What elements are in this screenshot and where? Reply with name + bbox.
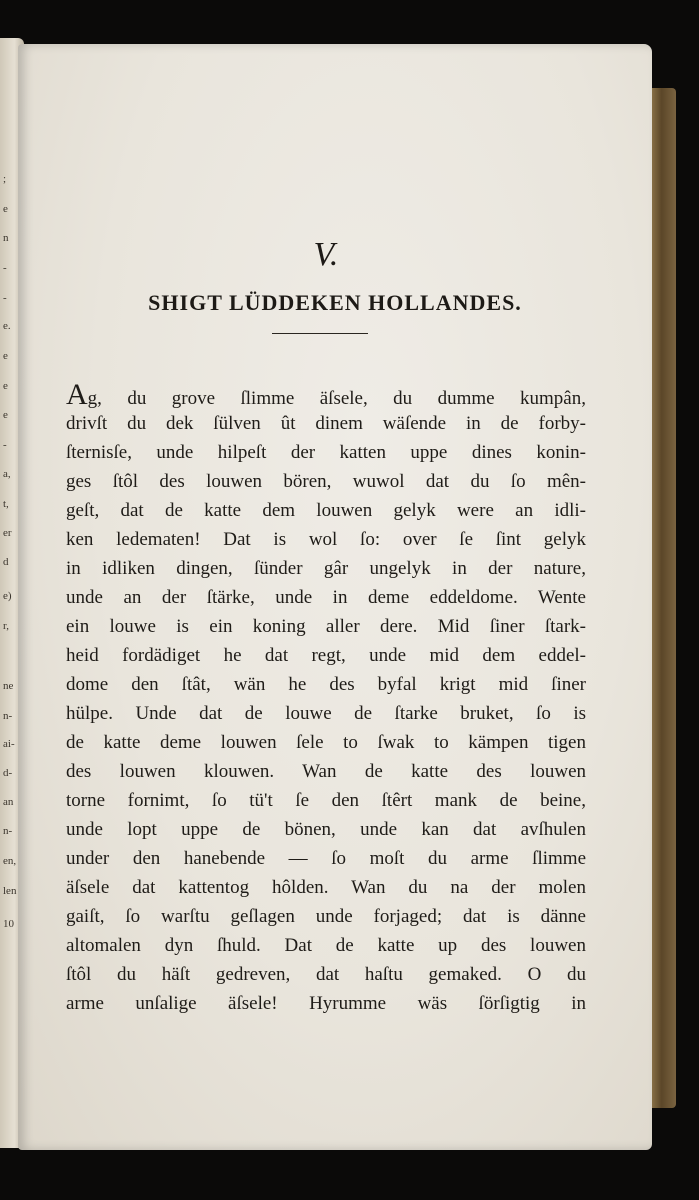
margin-fragment: - [3,439,7,451]
text-line-11: dome den ſtât, wän he des byfal krigt mid ſiner [66,674,586,695]
text-line-22: arme unſalige äſsele! Hyrumme wäs ſörſigtig in [66,993,586,1014]
margin-fragment: d [3,556,9,568]
text-line-13: de katte deme louwen ſele to ſwak to kämpen tigen [66,732,586,753]
margin-fragment: len [3,885,17,897]
text-line-4: ges ſtôl des louwen bören, wuwol dat du ſo mên- [66,471,586,492]
title-rule [272,333,368,334]
chapter-number: V. [313,236,339,273]
text-line-9: ein louwe is ein koning aller dere. Mid ſiner ſtark- [66,616,586,637]
margin-fragment: ; [3,173,7,185]
margin-fragment: r, [3,620,9,632]
margin-fragment: er [3,527,12,539]
margin-fragment: ai- [3,738,15,750]
text-line-14: des louwen klouwen. Wan de katte des louwen [66,761,586,782]
text-line-19: gaiſt, ſo warſtu geſlagen unde forjaged; dat is dänne [66,906,586,927]
margin-fragment: n [3,232,9,244]
margin-fragment: - [3,292,7,304]
text-line-3: ſternisſe, unde hilpeſt der katten uppe dines konin- [66,442,586,463]
margin-fragment: t, [3,498,9,510]
margin-fragment: a, [3,468,11,480]
text-line-1 [66,380,586,409]
text-line-2: drivſt du dek ſülven ût dinem wäſende in de forby- [66,413,586,434]
margin-fragment: e) [3,590,12,602]
text-line-15: torne fornimt, ſo tü't ſe den ſtêrt mank de beine, [66,790,586,811]
text-line-17: under den hanebende — ſo moſt du arme ſlimme [66,848,586,869]
drop-cap: A [66,378,88,411]
margin-fragment: e. [3,320,11,332]
text-line-10: heid fordädiget he dat regt, unde mid dem eddel- [66,645,586,666]
text-line-5: geſt, dat de katte dem louwen gelyk were an idli- [66,500,586,521]
text-line-21: ſtôl du häſt gedreven, dat haſtu gemaked. O du [66,964,586,985]
margin-fragment: e [3,350,8,362]
margin-fragment: n- [3,825,13,837]
text-line-7: in idliken dingen, ſünder gâr ungelyk in der nature, [66,558,586,579]
first-line-text: g, du grove ſlimme äſsele, du dumme kumpân, [87,388,586,409]
chapter-title: SHIGT LÜDDEKEN HOLLANDES. [148,290,522,315]
text-line-6: ken ledematen! Dat is wol ſo: over ſe ſint gelyk [66,529,586,550]
page-body-text [66,380,586,1018]
margin-fragment: an [3,796,14,808]
text-line-12: hülpe. Unde dat de louwe de ſtarke bruket, ſo is [66,703,586,724]
margin-fragment: - [3,262,7,274]
text-line-20: altomalen dyn ſhuld. Dat de katte up des louwen [66,935,586,956]
margin-fragment: n- [3,710,13,722]
margin-fragment: 10 [3,918,14,930]
text-line-16: unde lopt uppe de bönen, unde kan dat avſhulen [66,819,586,840]
margin-fragment: e [3,409,8,421]
margin-fragment: en, [3,855,17,867]
margin-fragment: e [3,380,8,392]
margin-fragment: e [3,203,8,215]
text-line-18: äſsele dat kattentog hôlden. Wan du na der molen [66,877,586,898]
margin-fragment: d- [3,767,13,779]
margin-fragment: ne [3,680,14,692]
text-line-8: unde an der ſtärke, unde in deme eddeldome. Wente [66,587,586,608]
